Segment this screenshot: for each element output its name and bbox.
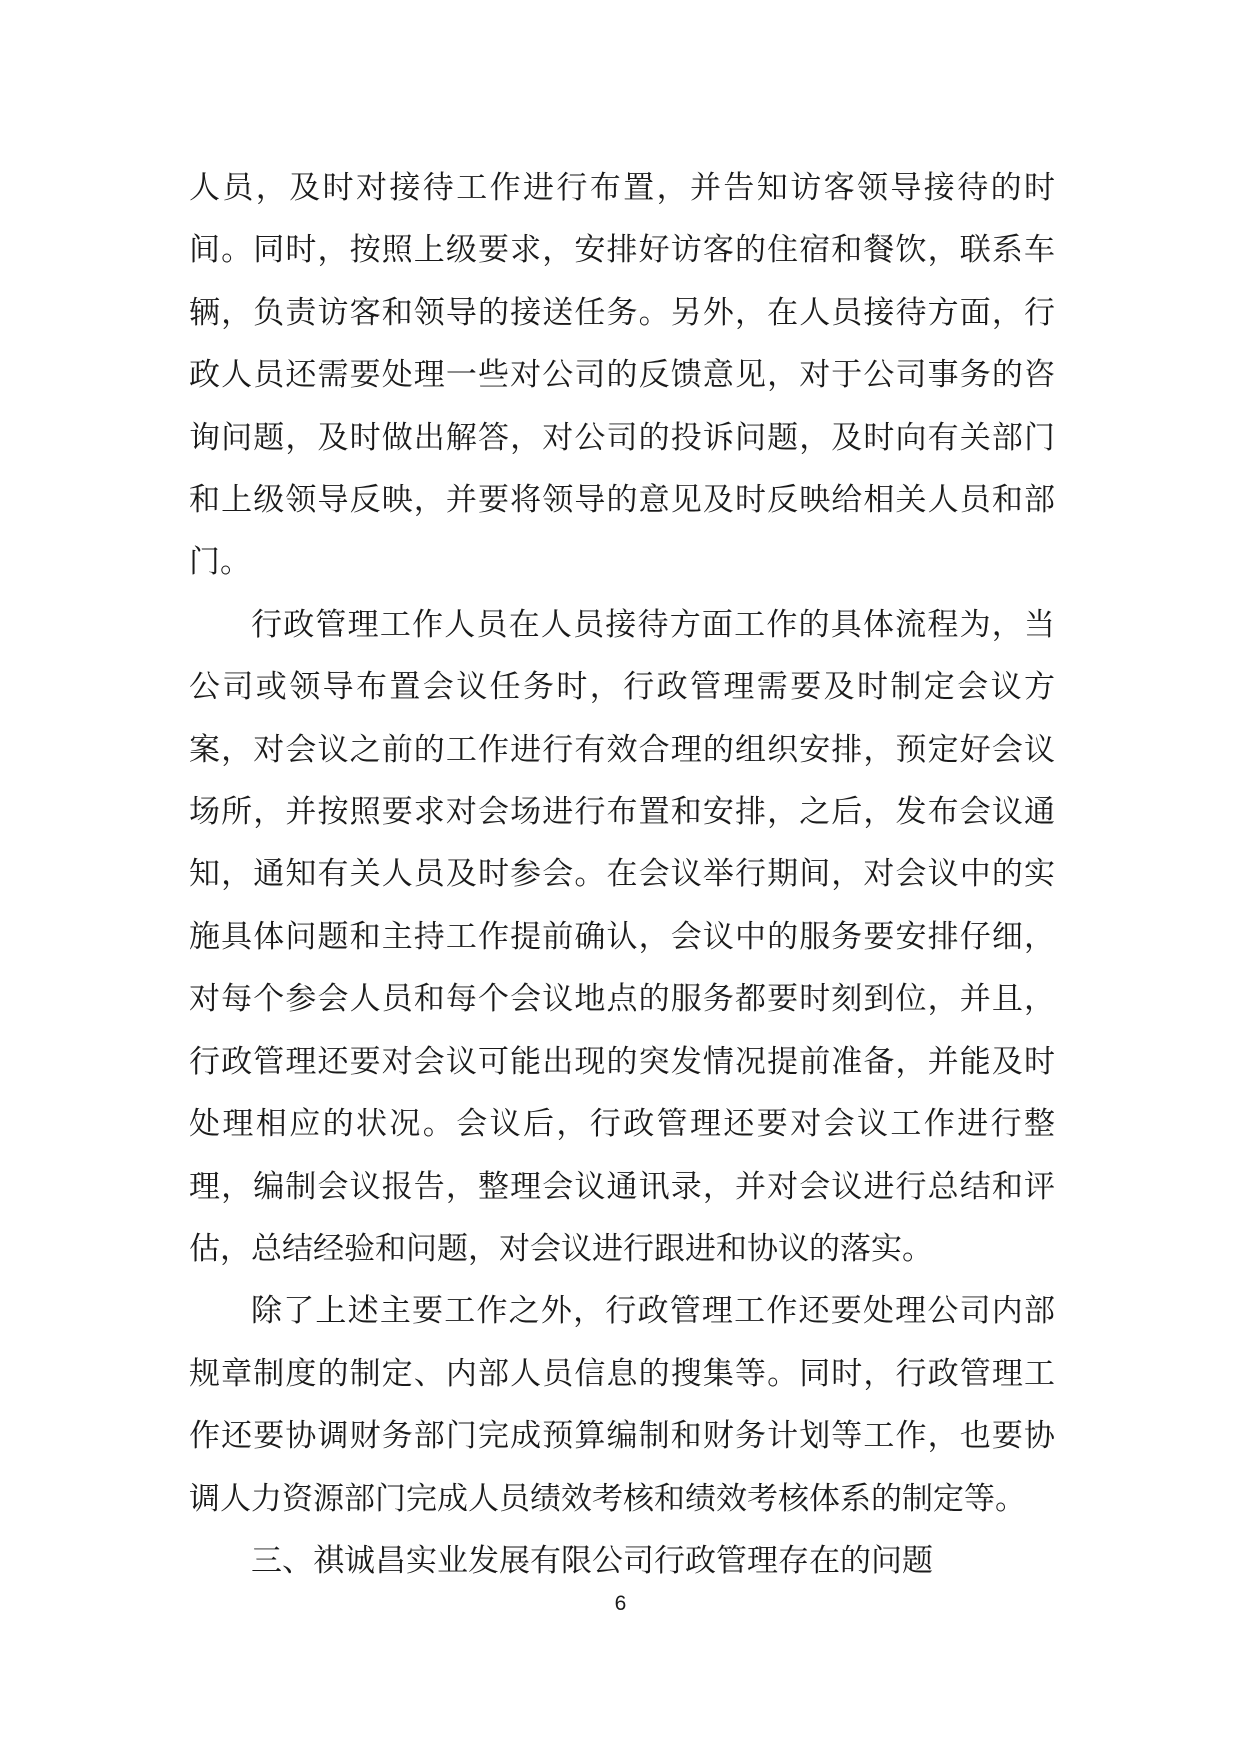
page-number: 6	[614, 1592, 627, 1615]
paragraph-reception-process: 行政管理工作人员在人员接待方面工作的具体流程为，当公司或领导布置会议任务时，行政管理需要及时制定会议方案，对会议之前的工作进行有效合理的组织安排，预定好会议场所，并按照要求对会场进行布置和安排，之后，发布会议通知，通知有关人员及时参会。在会议举行期间，对会议中的实施具体问题和主持工作提前确认，会议中的服务要安排仔细，对每个参会人员和每个会议地点的服务都要时刻到位，并且，行政管理还要对会议可能出现的突发情况提前准备，并能及时处理相应的状况。会议后，行政管理还要对会议工作进行整理，编制会议报告，整理会议通讯录，并对会议进行总结和评估，总结经验和问题，对会议进行跟进和协议的落实。	[189, 606, 1055, 1267]
body-text	[189, 157, 1055, 1592]
paragraph-other-duties: 除了上述主要工作之外，行政管理工作还要处理公司内部规章制度的制定、内部人员信息的搜集等。同时，行政管理工作还要协调财务部门完成预算编制和财务计划等工作，也要协调人力资源部门完成人员绩效考核和绩效考核体系的制定等。	[189, 1293, 1055, 1517]
paragraph-continuation: 人员，及时对接待工作进行布置，并告知访客领导接待的时间。同时，按照上级要求，安排好访客的住宿和餐饮，联系车辆，负责访客和领导的接送任务。另外，在人员接待方面，行政人员还需要处理一些对公司的反馈意见，对于公司事务的咨询问题，及时做出解答，对公司的投诉问题，及时向有关部门和上级领导反映，并要将领导的意见及时反映给相关人员和部门。	[189, 170, 1055, 581]
section-heading: 三、祺诚昌实业发展有限公司行政管理存在的问题	[251, 1542, 933, 1579]
